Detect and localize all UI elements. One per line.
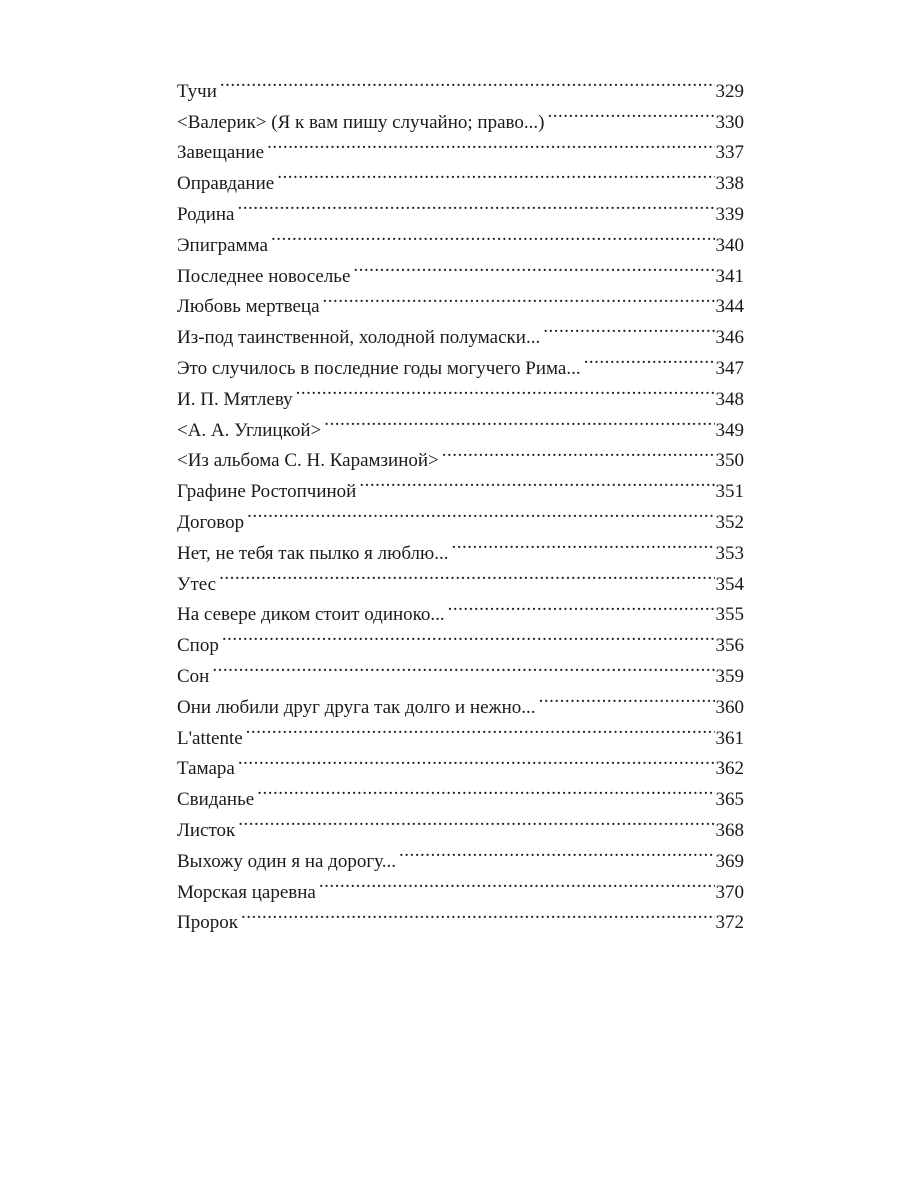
dot-leader <box>277 158 714 189</box>
toc-entry-title: Нет, не тебя так пылко я люблю... <box>177 542 449 564</box>
toc-entry-page: 349 <box>715 419 744 441</box>
toc-entry-title: Утес <box>177 573 217 595</box>
dot-leader <box>359 466 714 497</box>
toc-entry <box>177 774 744 811</box>
toc-entry-title: Сон <box>177 665 210 687</box>
toc-entry-title: <Валерик> (Я к вам пишу случайно; право...) <box>177 111 545 133</box>
toc-entry-title: Листок <box>177 819 236 841</box>
toc-entry <box>177 651 744 687</box>
dot-leader <box>246 713 715 744</box>
toc-entry <box>177 620 744 657</box>
dot-leader <box>323 282 715 313</box>
toc-entry <box>177 744 744 780</box>
toc-entry-title: Эпиграмма <box>177 234 268 256</box>
toc-entry-page: 365 <box>715 789 744 811</box>
dot-leader <box>219 559 714 590</box>
toc-entry <box>177 497 744 533</box>
toc-entry-page: 348 <box>715 388 744 410</box>
dot-leader <box>222 620 715 651</box>
dot-leader <box>319 867 715 898</box>
toc-entry <box>177 805 744 841</box>
toc-entry-page: 372 <box>715 912 744 934</box>
toc-entry-page: 344 <box>715 296 744 318</box>
toc-entry-title: L'attente <box>177 727 243 749</box>
toc-entry-title: Родина <box>177 203 235 225</box>
toc-entry <box>177 682 744 718</box>
dot-leader <box>238 744 715 775</box>
dot-leader <box>212 651 714 682</box>
toc-entry-title: Тучи <box>177 80 217 102</box>
toc-entry-title: Спор <box>177 635 219 657</box>
dot-leader <box>271 220 715 251</box>
toc-entry-page: 368 <box>715 819 744 841</box>
toc-entry-page: 355 <box>715 604 744 626</box>
toc-entry-page: 330 <box>715 111 744 133</box>
toc-entry <box>177 590 744 626</box>
dot-leader <box>238 805 714 836</box>
toc-entry <box>177 528 744 564</box>
toc-entry-title: Пророк <box>177 912 238 934</box>
dot-leader <box>267 128 714 159</box>
toc-entry-title: Свиданье <box>177 789 255 811</box>
dot-leader <box>451 528 714 559</box>
toc-entry-page: 351 <box>715 481 744 503</box>
dot-leader <box>247 497 714 528</box>
toc-entry-page: 360 <box>715 696 744 718</box>
dot-leader <box>584 343 715 374</box>
dot-leader <box>220 66 715 97</box>
toc-entry-title: Оправдание <box>177 173 275 195</box>
toc-entry-title: Договор <box>177 511 245 533</box>
toc-entry-title: Это случилось в последние годы могучего Рима... <box>177 357 581 379</box>
dot-leader <box>353 251 714 282</box>
dot-leader <box>539 682 715 713</box>
toc-entry-title: <Из альбома С. Н. Карамзиной> <box>177 450 439 472</box>
toc-entry-page: 356 <box>715 635 744 657</box>
toc-entry-page: 338 <box>715 173 744 195</box>
toc-entry-title: <А. А. Углицкой> <box>177 419 322 441</box>
toc-entry-page: 359 <box>715 665 744 687</box>
dot-leader <box>547 97 714 128</box>
dot-leader <box>442 436 715 467</box>
toc-entry <box>177 559 744 595</box>
toc-entry-page: 347 <box>715 357 744 379</box>
toc-entry-title: На севере диком стоит одиноко... <box>177 604 445 626</box>
dot-leader <box>241 898 715 929</box>
dot-leader <box>543 312 714 343</box>
toc-entry <box>177 97 744 133</box>
toc-entry <box>177 66 744 102</box>
toc-entry-page: 362 <box>715 758 744 780</box>
toc-entry-page: 353 <box>715 542 744 564</box>
dot-leader <box>324 405 714 436</box>
toc-entry-title: Завещание <box>177 142 265 164</box>
toc-entry-title: Из-под таинственной, холодной полумаски... <box>177 327 541 349</box>
toc-entry <box>177 836 744 872</box>
toc-entry <box>177 220 744 256</box>
toc-entry-title: Графине Ростопчиной <box>177 481 357 503</box>
toc-entry-title: Тамара <box>177 758 235 780</box>
dot-leader <box>399 836 715 867</box>
toc-entry <box>177 189 744 225</box>
toc-entry-page: 354 <box>715 573 744 595</box>
toc-entry-page: 340 <box>715 234 744 256</box>
dot-leader <box>257 774 714 805</box>
toc-entry <box>177 898 744 934</box>
toc-entry-page: 329 <box>715 80 744 102</box>
toc-entry-page: 337 <box>715 142 744 164</box>
toc-entry <box>177 713 744 749</box>
dot-leader <box>296 374 715 405</box>
toc-entry-page: 369 <box>715 850 744 872</box>
toc-entry-title: Последнее новоселье <box>177 265 351 287</box>
toc-entry-page: 339 <box>715 203 744 225</box>
toc-entry-page: 350 <box>715 450 744 472</box>
dot-leader <box>448 590 715 621</box>
toc-entry-title: Любовь мертвеца <box>177 296 320 318</box>
toc-entry-title: Морская царевна <box>177 881 316 903</box>
toc-entry-page: 370 <box>715 881 744 903</box>
toc-entry-page: 352 <box>715 511 744 533</box>
toc-entry-page: 346 <box>715 327 744 349</box>
toc-entry-page: 361 <box>715 727 744 749</box>
toc-entry-title: Они любили друг друга так долго и нежно... <box>177 696 536 718</box>
toc-entry-page: 341 <box>715 265 744 287</box>
toc-entry-title: И. П. Мятлеву <box>177 388 293 410</box>
toc-entry-title: Выхожу один я на дорогу... <box>177 850 396 872</box>
dot-leader <box>237 189 714 220</box>
table-of-contents <box>177 66 744 934</box>
